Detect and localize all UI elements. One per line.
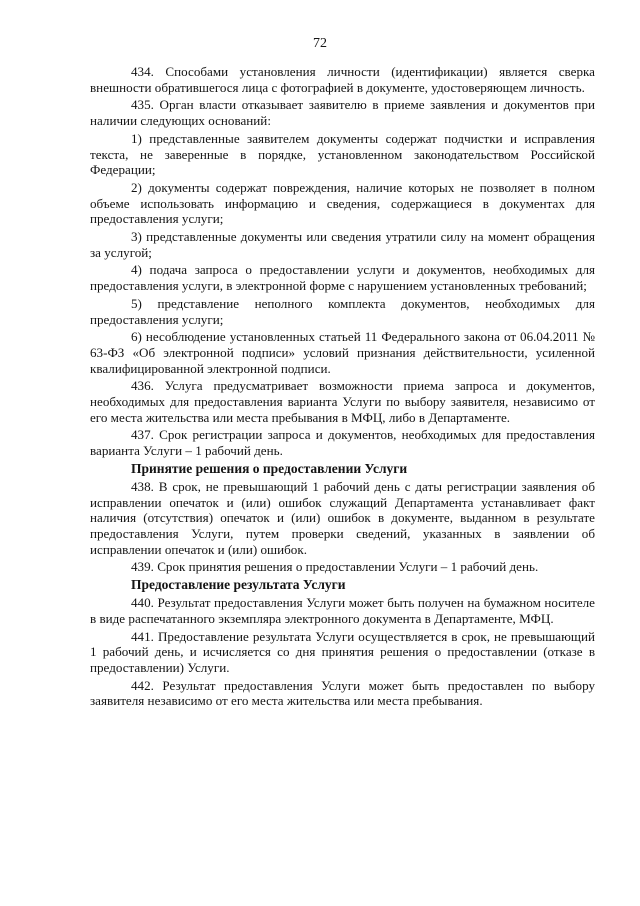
paragraph-442: 442. Результат предоставления Услуги может быть предоставлен по выбору заявителя независимо от его места жительства или места пребывания. xyxy=(90,677,595,709)
paragraph-434: 434. Способами установления личности (идентификации) является сверка внешности обратившегося лица с фотографией в документе, удостоверяющем личность. xyxy=(90,64,595,95)
list-item-1: 1) представленные заявителем документы содержат подчистки и исправления текста, не заверенные в порядке, установленном законодательством Российской Федерации; xyxy=(90,130,595,178)
list-item-3: 3) представленные документы или сведения утратили силу на момент обращения за услугой; xyxy=(90,229,595,260)
page-number: 72 xyxy=(313,36,327,51)
list-item-5: 5) представление неполного комплекта документов, необходимых для предоставления услуги; xyxy=(90,295,595,327)
section-heading-result: Предоставление результата Услуги xyxy=(131,577,346,593)
section-heading-decision: Принятие решения о предоставлении Услуги xyxy=(131,460,408,476)
list-item-2: 2) документы содержат повреждения, наличие которых не позволяет в полном объеме использовать информацию и сведения, содержащиеся в документах для предоставления услуги; xyxy=(90,179,595,227)
paragraph-437: 437. Срок регистрации запроса и документов, необходимых для предоставления варианта Услуги – 1 рабочий день. xyxy=(90,427,595,459)
paragraph-438: 438. В срок, не превышающий 1 рабочий день с даты регистрации заявления об исправлении опечаток и (или) ошибок служащий Департамента устанавливает факт наличия (отсутствия) опечаток и (или) ошибок в документе, выданном в результате предоставления Услуги, путем проверки сведений, указанных в заявлении об исправлении опечаток и (или) ошибок. xyxy=(90,478,595,557)
paragraph-435: 435. Орган власти отказывает заявителю в приеме заявления и документов при наличии следующих оснований: xyxy=(90,97,595,129)
document-body xyxy=(90,64,595,711)
paragraph-439: 439. Срок принятия решения о предоставлении Услуги – 1 рабочий день. xyxy=(131,559,539,575)
list-item-6: 6) несоблюдение установленных статьей 11 Федерального закона от 06.04.2011 № 63-ФЗ «Об электронной подписи» условий признания действительности, усиленной квалифицированной электронной подписи. xyxy=(90,329,595,376)
paragraph-436: 436. Услуга предусматривает возможности приема запроса и документов, необходимых для предоставления варианта Услуги по выбору заявителя, независимо от его места жительства или места пребывания в МФЦ, либо в Департаменте. xyxy=(90,378,595,425)
paragraph-440: 440. Результат предоставления Услуги может быть получен на бумажном носителе в виде распечатанного экземпляра электронного документа в Департаменте, МФЦ. xyxy=(90,595,595,626)
list-item-4: 4) подача запроса о предоставлении услуги и документов, необходимых для предоставления услуги, в электронной форме с нарушением установленных требований; xyxy=(90,262,595,294)
paragraph-441: 441. Предоставление результата Услуги осуществляется в срок, не превышающий 1 рабочий день, и исчисляется со дня принятия решения о предоставлении (отказе в предоставлении) Услуги. xyxy=(90,628,595,675)
